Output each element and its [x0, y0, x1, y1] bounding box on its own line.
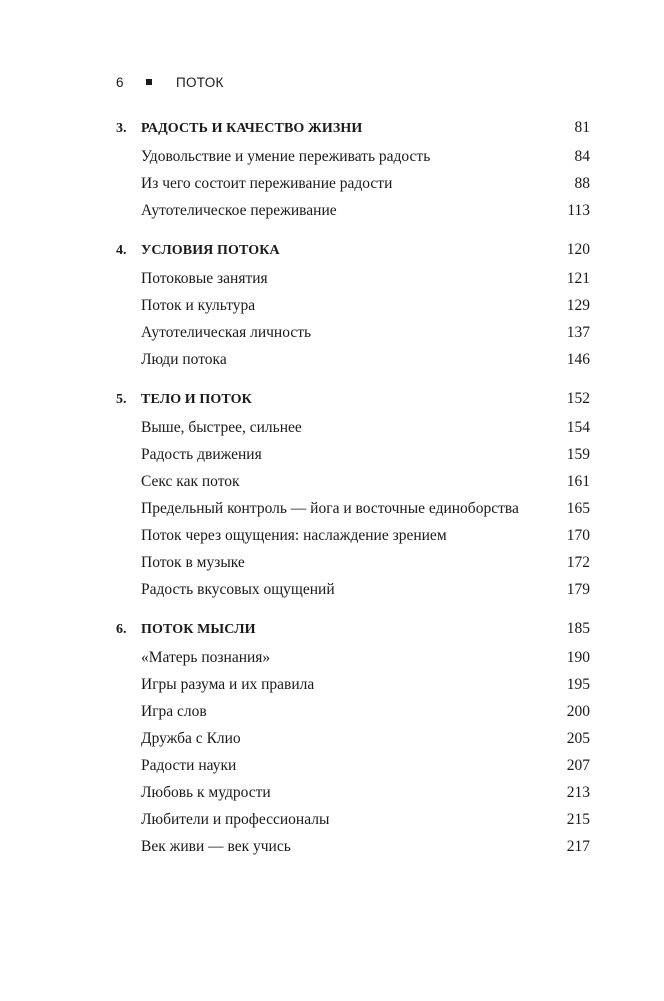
chapter-title: ПОТОК МЫСЛИ	[141, 622, 256, 637]
entry-page-number: 165	[566, 500, 590, 517]
toc-entry	[116, 551, 590, 574]
toc-chapter	[116, 114, 590, 222]
entry-page-number: 195	[566, 676, 590, 693]
toc-entry	[116, 470, 590, 493]
toc-entry	[116, 524, 590, 547]
toc-chapter	[116, 385, 590, 601]
entry-title: Секс как поток	[141, 473, 240, 490]
toc-entry	[116, 781, 590, 804]
toc-entry	[116, 172, 590, 195]
entry-title: Люди потока	[141, 351, 227, 368]
entry-page-number: 217	[566, 838, 590, 855]
entry-page-number: 159	[566, 446, 590, 463]
toc-entry	[116, 727, 590, 750]
entry-title: Выше, быстрее, сильнее	[141, 419, 302, 436]
toc-entry	[116, 578, 590, 601]
entry-title: Из чего состоит переживание радости	[141, 175, 393, 192]
chapter-number: 5.	[116, 392, 127, 407]
entry-page-number: 170	[566, 527, 590, 544]
running-head	[116, 72, 224, 92]
entry-title: Радости науки	[141, 757, 237, 774]
entry-page-number: 146	[566, 351, 590, 368]
entry-page-number: 207	[566, 757, 590, 774]
entry-page-number: 84	[574, 148, 590, 165]
toc-entry	[116, 267, 590, 290]
square-bullet-icon	[146, 79, 152, 85]
table-of-contents	[116, 114, 590, 872]
toc-entry	[116, 145, 590, 168]
toc-entry	[116, 700, 590, 723]
chapter-page-number: 185	[566, 620, 590, 637]
chapter-heading	[116, 615, 590, 642]
entry-page-number: 137	[566, 324, 590, 341]
chapter-title: ТЕЛО И ПОТОК	[141, 392, 252, 407]
toc-entry	[116, 646, 590, 669]
entry-title: Поток и культура	[141, 297, 256, 314]
chapter-title: РАДОСТЬ И КАЧЕСТВО ЖИЗНИ	[141, 121, 363, 136]
chapter-page-number: 120	[566, 241, 590, 258]
entry-page-number: 190	[566, 649, 590, 666]
entry-title: Удовольствие и умение переживать радость	[141, 148, 431, 165]
entry-title: Аутотелическое переживание	[141, 202, 337, 219]
chapter-page-number: 81	[574, 119, 590, 136]
chapter-page-number: 152	[566, 390, 590, 407]
toc-chapter	[116, 615, 590, 858]
chapter-number: 6.	[116, 622, 127, 637]
entry-page-number: 121	[566, 270, 590, 287]
chapter-number: 3.	[116, 121, 127, 136]
entry-page-number: 213	[566, 784, 590, 801]
entry-title: Предельный контроль — йога и восточные единоборства	[141, 500, 519, 517]
entry-title: Дружба с Клио	[141, 730, 241, 747]
entry-title: Игра слов	[141, 703, 207, 720]
toc-entry	[116, 443, 590, 466]
entry-title: Любовь к мудрости	[141, 784, 271, 801]
entry-title: Игры разума и их правила	[141, 676, 315, 693]
entry-title: Век живи — век учись	[141, 838, 291, 855]
entry-page-number: 215	[566, 811, 590, 828]
entry-page-number: 205	[566, 730, 590, 747]
running-head-title: ПОТОК	[176, 74, 224, 90]
entry-page-number: 172	[566, 554, 590, 571]
entry-page-number: 179	[566, 581, 590, 598]
toc-entry	[116, 754, 590, 777]
entry-page-number: 154	[566, 419, 590, 436]
entry-page-number: 129	[566, 297, 590, 314]
entry-page-number: 113	[567, 202, 590, 219]
toc-entry	[116, 321, 590, 344]
entry-page-number: 88	[574, 175, 590, 192]
toc-entry	[116, 835, 590, 858]
entry-title: Радость вкусовых ощущений	[141, 581, 335, 598]
toc-entry	[116, 348, 590, 371]
entry-page-number: 200	[566, 703, 590, 720]
chapter-number: 4.	[116, 243, 127, 258]
toc-entry	[116, 497, 590, 520]
toc-chapter	[116, 236, 590, 371]
entry-title: Радость движения	[141, 446, 262, 463]
running-head-page-number: 6	[116, 74, 124, 90]
entry-title: «Матерь познания»	[141, 649, 271, 666]
entry-title: Поток в музыке	[141, 554, 245, 571]
toc-entry	[116, 416, 590, 439]
chapter-heading	[116, 114, 590, 141]
toc-entry	[116, 673, 590, 696]
entry-title: Потоковые занятия	[141, 270, 268, 287]
chapter-heading	[116, 385, 590, 412]
toc-entry	[116, 808, 590, 831]
toc-entry	[116, 199, 590, 222]
entry-title: Любители и профессионалы	[141, 811, 330, 828]
entry-page-number: 161	[566, 473, 590, 490]
chapter-title: УСЛОВИЯ ПОТОКА	[141, 243, 280, 258]
chapter-heading	[116, 236, 590, 263]
toc-entry	[116, 294, 590, 317]
entry-title: Поток через ощущения: наслаждение зрением	[141, 527, 447, 544]
entry-title: Аутотелическая личность	[141, 324, 312, 341]
